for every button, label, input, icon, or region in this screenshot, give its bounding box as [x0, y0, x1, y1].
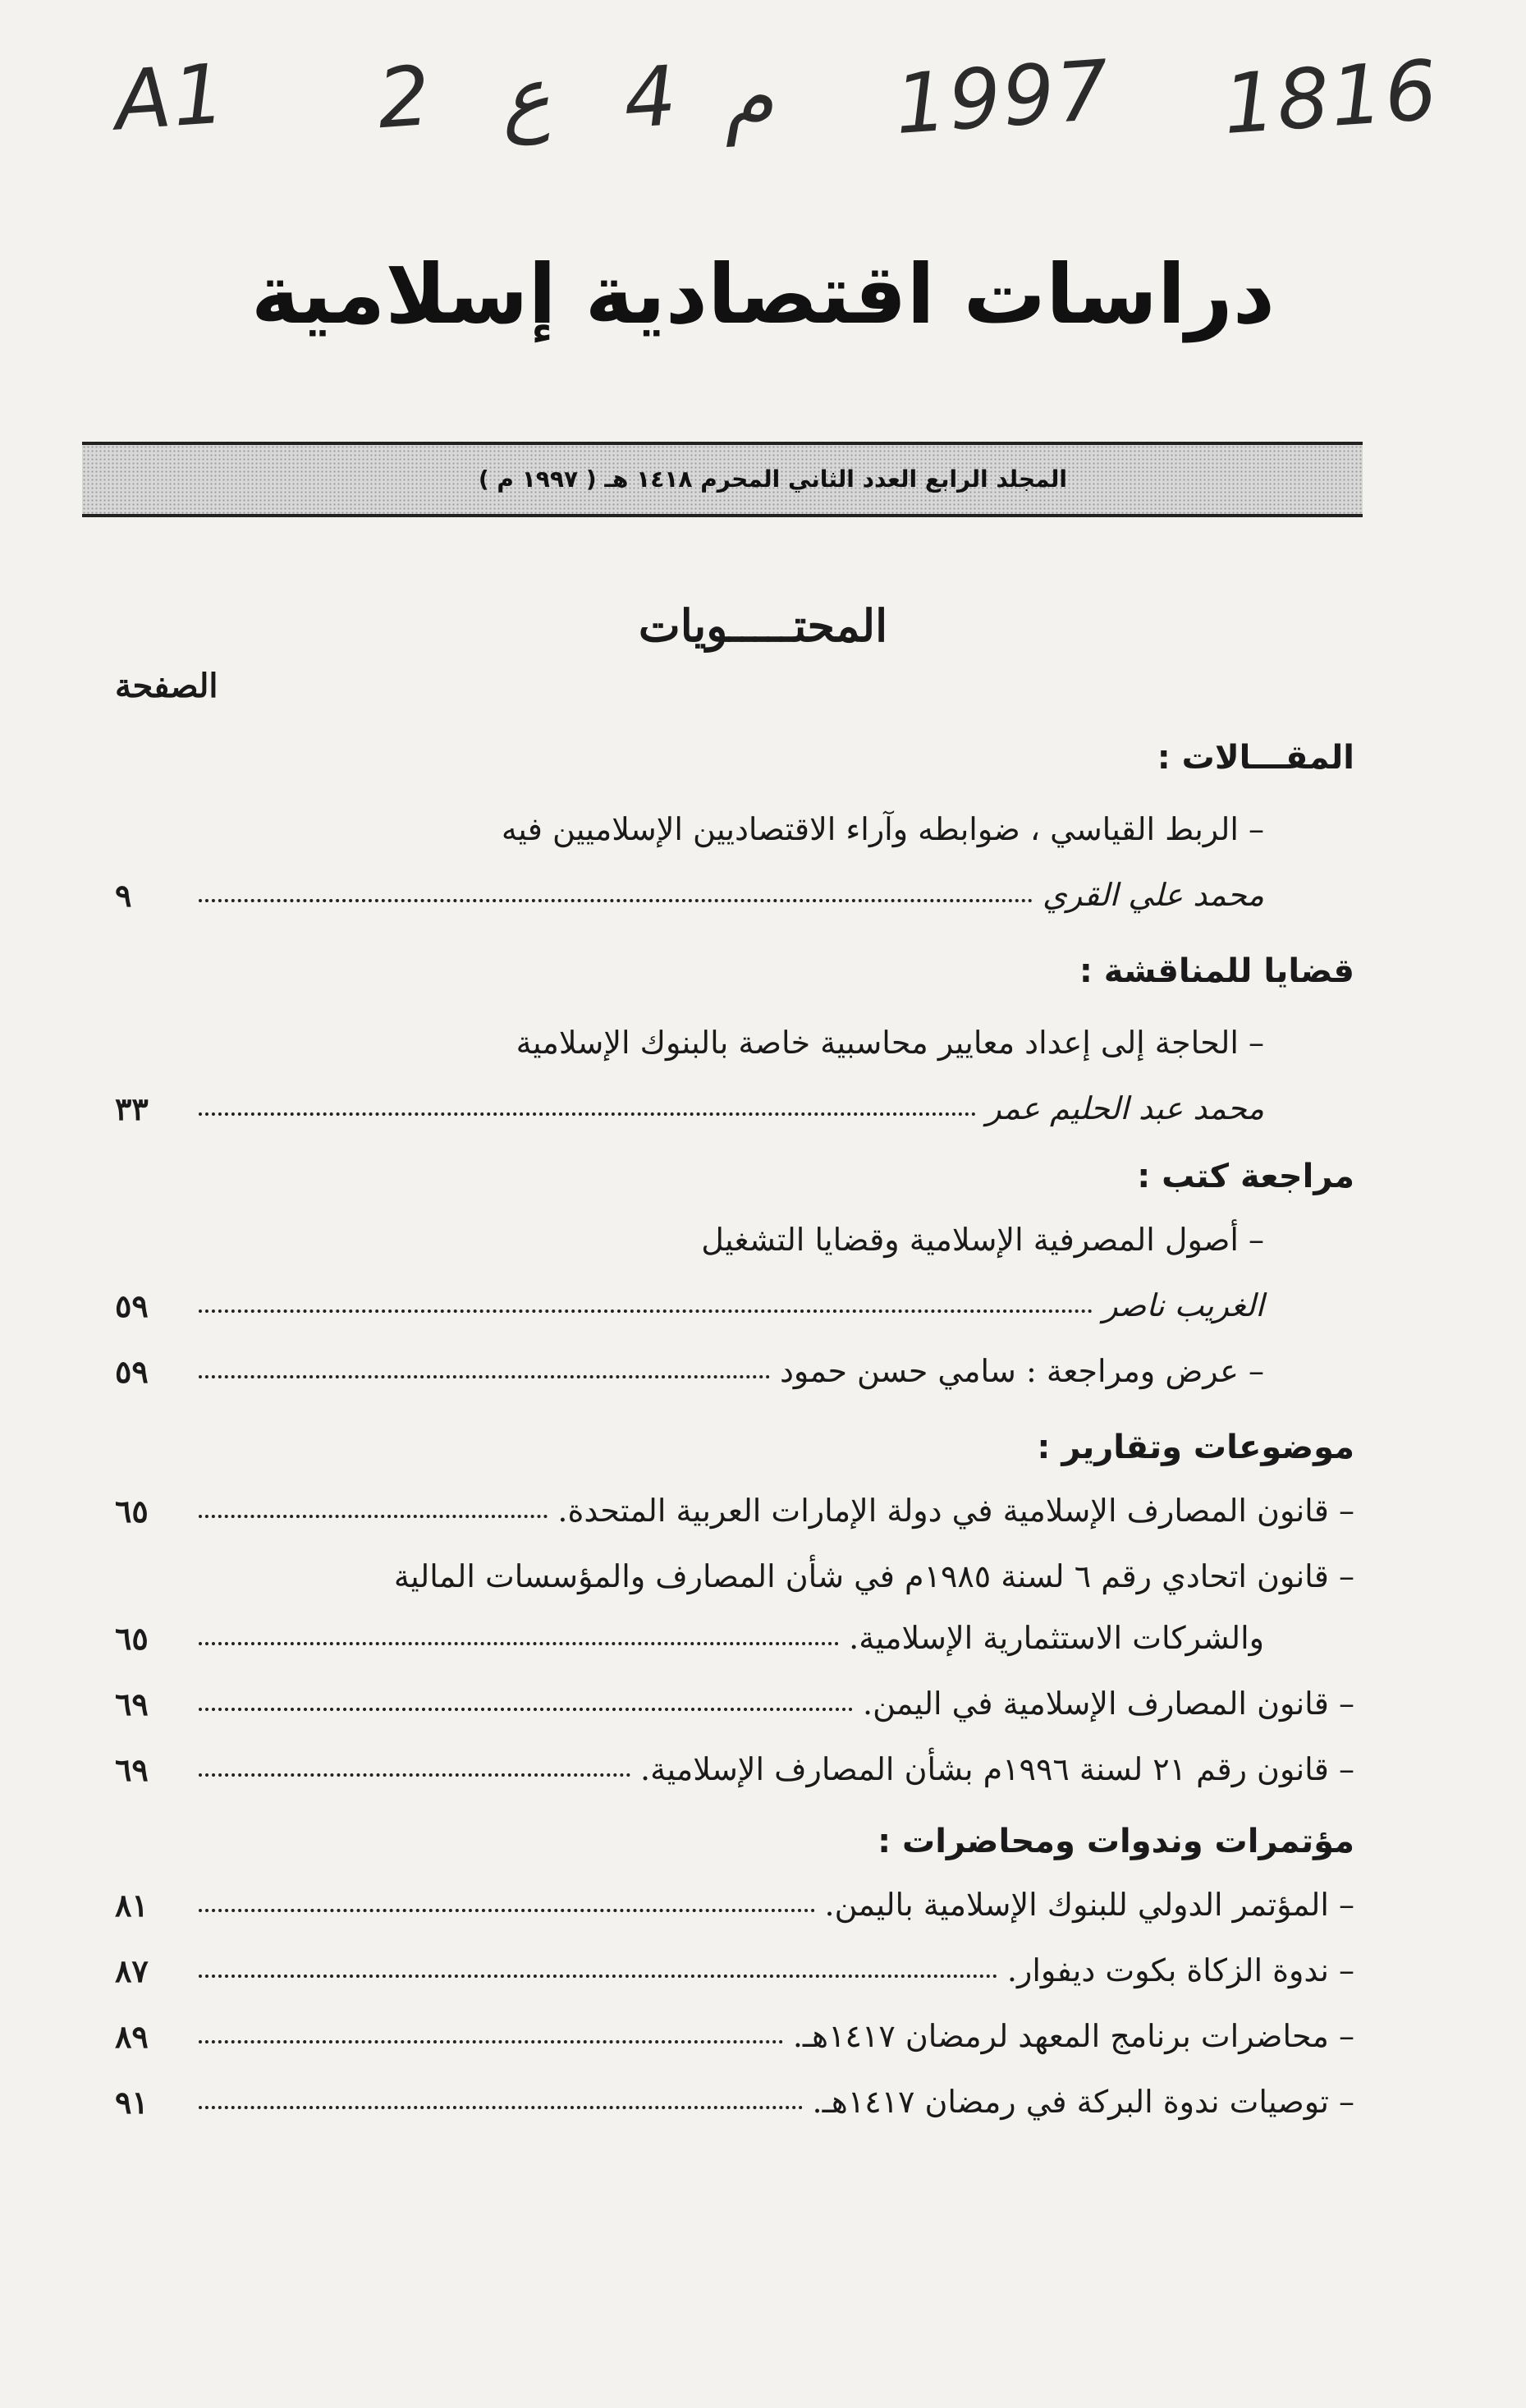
- journal-title: دراسات اقتصادية إسلامية: [250, 246, 1276, 342]
- annotation-2: 2: [373, 47, 435, 148]
- leader-dots: [199, 1309, 1093, 1313]
- toc-entry[interactable]: [115, 1552, 1354, 1601]
- entry-page: ٩: [115, 876, 132, 914]
- entry-page: ٨٩: [115, 2017, 149, 2055]
- leader-dots: [199, 1909, 815, 1912]
- entry-page: ٨٧: [115, 1952, 149, 1989]
- toc-entry[interactable]: [115, 1880, 1354, 1929]
- section-heading-issues: قضايا للمناقشة :: [1079, 952, 1354, 990]
- toc-entry[interactable]: [115, 870, 1354, 920]
- toc-entry[interactable]: [115, 1613, 1354, 1663]
- entry-title: – قانون اتحادي رقم ٦ لسنة ١٩٨٥م في شأن المصارف والمؤسسات المالية: [393, 1558, 1354, 1594]
- entry-page: ٥٩: [115, 1352, 149, 1390]
- section-heading-topics-reports: موضوعات وتقارير :: [1037, 1429, 1354, 1466]
- toc-entry[interactable]: [115, 1084, 1354, 1133]
- toc-entry[interactable]: [115, 2011, 1354, 2061]
- leader-dots: [199, 1375, 770, 1378]
- toc-entry[interactable]: [115, 1745, 1354, 1794]
- toc-entry[interactable]: [115, 1018, 1354, 1067]
- entry-title: والشركات الاستثمارية الإسلامية.: [849, 1620, 1264, 1656]
- entry-title: – قانون المصارف الإسلامية في دولة الإمارات العربية المتحدة.: [557, 1493, 1354, 1529]
- page-column-heading: الصفحة: [115, 667, 218, 705]
- handwritten-annotation: [0, 33, 1526, 156]
- leader-dots: [199, 2040, 783, 2043]
- entry-page: ٣٣: [115, 1089, 149, 1127]
- section-heading-book-reviews: مراجعة كتب :: [1137, 1158, 1354, 1195]
- toc-entry[interactable]: [115, 1486, 1354, 1535]
- entry-author: محمد عبد الحليم عمر: [986, 1090, 1264, 1126]
- entry-author: محمد علي القري: [1043, 877, 1264, 913]
- leader-dots: [199, 2106, 803, 2109]
- toc-entry[interactable]: [115, 1215, 1354, 1264]
- annotation-7: 1816: [1220, 41, 1442, 154]
- annotation-5: م: [718, 47, 777, 148]
- contents-heading: المحتـــــويات: [638, 599, 888, 652]
- entry-title: – قانون رقم ٢١ لسنة ١٩٩٦م بشأن المصارف الإسلامية.: [640, 1751, 1354, 1787]
- entry-title: – الربط القياسي ، ضوابطه وآراء الاقتصاديين الإسلاميين فيه: [501, 811, 1264, 847]
- entry-title: – أصول المصرفية الإسلامية وقضايا التشغيل: [701, 1222, 1264, 1258]
- entry-page: ٥٩: [115, 1287, 149, 1324]
- entry-title: – عرض ومراجعة : سامي حسن حمود: [779, 1353, 1264, 1389]
- entry-author: الغريب ناصر: [1102, 1287, 1264, 1323]
- leader-dots: [199, 1112, 976, 1116]
- entry-page: ٦٥: [115, 1619, 149, 1657]
- toc-entry[interactable]: [115, 1346, 1354, 1396]
- entry-page: ٨١: [115, 1886, 149, 1924]
- leader-dots: [199, 899, 1033, 902]
- entry-page: ٦٩: [115, 1750, 149, 1788]
- entry-page: ٦٥: [115, 1492, 149, 1530]
- leader-dots: [199, 1515, 548, 1518]
- toc-entry[interactable]: [115, 2077, 1354, 2126]
- leader-dots: [199, 1975, 997, 1978]
- entry-title: – توصيات ندوة البركة في رمضان ١٤١٧هـ.: [812, 2084, 1354, 2120]
- toc-entry[interactable]: [115, 1281, 1354, 1330]
- leader-dots: [199, 1642, 839, 1645]
- entry-title: – ندوة الزكاة بكوت ديفوار.: [1006, 1952, 1354, 1988]
- entry-title: – الحاجة إلى إعداد معايير محاسبية خاصة بالبنوك الإسلامية: [516, 1025, 1264, 1061]
- annotation-1: A1: [112, 45, 230, 149]
- section-heading-conferences: مؤتمرات وندوات ومحاضرات :: [878, 1823, 1354, 1860]
- annotation-3: ع: [497, 48, 553, 147]
- issue-line: المجلد الرابع العدد الثاني المحرم ١٤١٨ هـ ( ١٩٩٧ م ): [478, 466, 1067, 493]
- annotation-4: 4: [620, 47, 681, 148]
- annotation-6: 1997: [891, 41, 1114, 154]
- entry-title: – محاضرات برنامج المعهد لرمضان ١٤١٧هـ.: [792, 2018, 1354, 2054]
- entry-title: – قانون المصارف الإسلامية في اليمن.: [863, 1686, 1354, 1722]
- issue-band: [82, 442, 1363, 517]
- section-heading-articles: المقـــالات :: [1157, 739, 1354, 777]
- toc-entry[interactable]: [115, 1679, 1354, 1728]
- entry-page: ٦٩: [115, 1685, 149, 1722]
- leader-dots: [199, 1708, 853, 1711]
- entry-title: – المؤتمر الدولي للبنوك الإسلامية باليمن.: [824, 1887, 1354, 1923]
- entry-page: ٩١: [115, 2083, 149, 2121]
- toc-entry[interactable]: [115, 1946, 1354, 1995]
- toc-entry[interactable]: [115, 805, 1354, 854]
- leader-dots: [199, 1773, 630, 1777]
